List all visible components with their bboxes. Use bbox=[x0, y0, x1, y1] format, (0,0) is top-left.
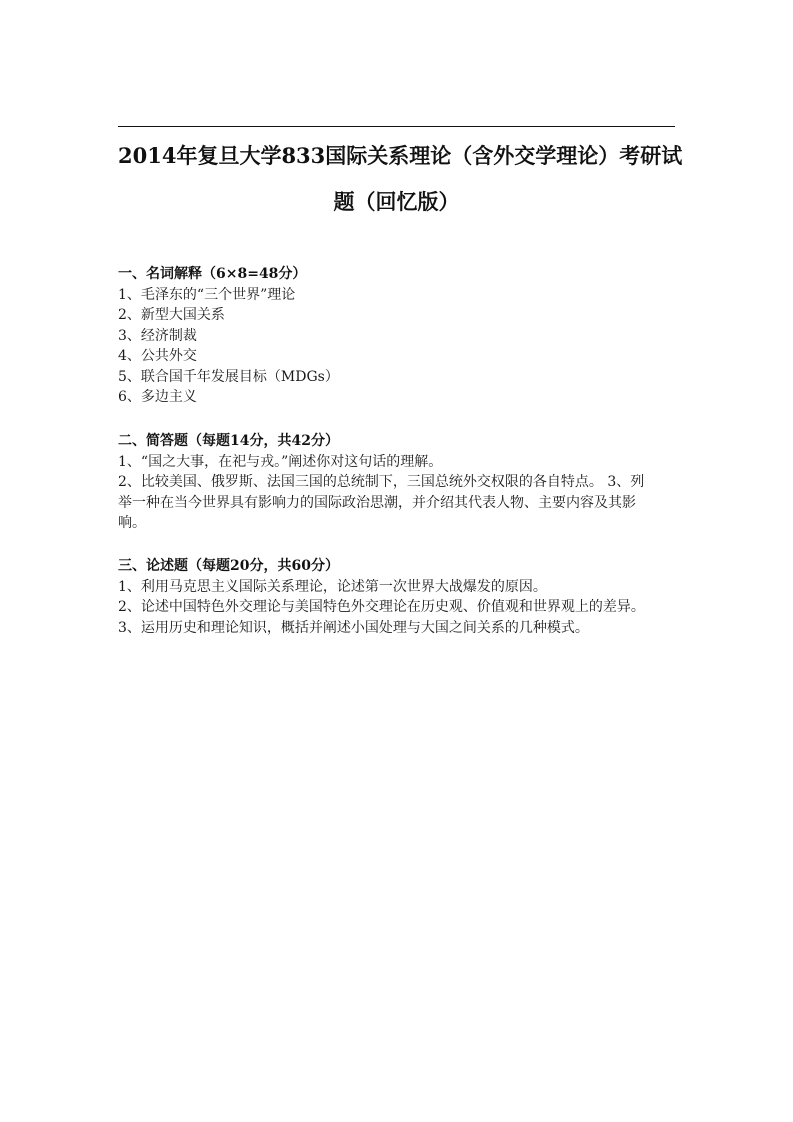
question-item: 2、新型大国关系 bbox=[118, 307, 225, 323]
section-heading: 三、论述题（每题20分，共60分） bbox=[118, 558, 339, 574]
question-item: 1、利用马克思主义国际关系理论，论述第一次世界大战爆发的原因。 bbox=[118, 578, 547, 595]
question-item: 5、联合国千年发展目标（MDGs） bbox=[118, 368, 339, 385]
question-item: 4、公共外交 bbox=[118, 348, 197, 364]
question-item: 1、毛泽东的“三个世界”理论 bbox=[118, 286, 296, 303]
section-term-definitions bbox=[118, 264, 658, 408]
question-item: 2、论述中国特色外交理论与美国特色外交理论在历史观、价值观和世界观上的差异。 bbox=[118, 599, 645, 615]
section-heading: 一、名词解释（6×8=48分） bbox=[118, 266, 307, 282]
question-item: 3、运用历史和理论知识，概括并阐述小国处理与大国之间关系的几种模式。 bbox=[118, 619, 589, 636]
section-heading: 二、简答题（每题14分，共42分） bbox=[118, 433, 339, 449]
header-rule bbox=[118, 126, 675, 127]
section-short-answer bbox=[118, 431, 658, 534]
question-item: 3、经济制裁 bbox=[118, 327, 197, 344]
section-essay bbox=[118, 556, 658, 638]
question-item: 2、比较美国、俄罗斯、法国三国的总统制下，三国总统外交权限的各自特点。 3、列举一种在当今世界具有影响力的国际政治思潮，并介绍其代表人物、主要内容及其影响。 bbox=[118, 474, 645, 531]
document-title bbox=[118, 135, 683, 223]
question-item: 6、多边主义 bbox=[118, 389, 197, 405]
document-title-line-2: 题（回忆版） bbox=[333, 189, 460, 214]
document-title-line-1: 2014年复旦大学833国际关系理论（含外交学理论）考研试 bbox=[118, 143, 683, 168]
question-item: 1、“国之大事，在祀与戎。”阐述你对这句话的理解。 bbox=[118, 453, 443, 470]
